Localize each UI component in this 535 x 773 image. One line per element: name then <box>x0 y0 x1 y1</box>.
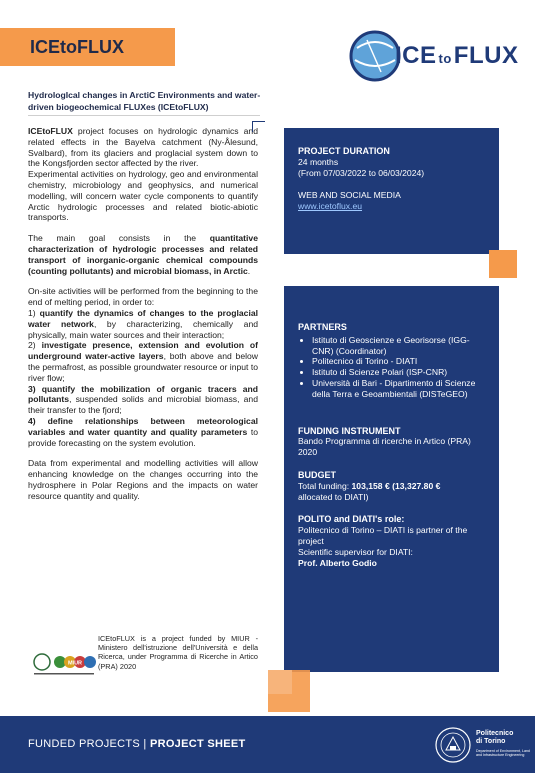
miur-logo <box>32 648 97 678</box>
budget-value: Total funding: 103,158 € (13,327.80 € allocated to DIATI) <box>298 480 441 502</box>
duration-heading: PROJECT DURATION <box>298 146 390 156</box>
project-title-tag: ICEtoFLUX <box>0 28 175 66</box>
website-link[interactable]: www.icetoflux.eu <box>298 201 363 212</box>
funding-note: ICEtoFLUX is a project funded by MIUR - Ministero dell'istruzione dell'Università e della Ricerca, under Programma di Ricerche in Artico (PRA) 2020 <box>98 634 258 671</box>
partner-item: • Università di Bari - Dipartimento di Scienze della Terra e Geoambientali (DISTeGEO) <box>312 378 485 400</box>
activities-paragraph: On-site activities will be performed from the beginning to the end of melting period, in order to: 1) quantify the dynamics of changes to the proglacial water network, by characterizing, chemically and physically, main water sources and their interaction; 2) investigate presence, extension and evolution of underground water-active layers, both above and below the permafrost, as possible groundwater resource or input to river flow; 3) quantify the mobilization of organic tracers and pollutants, suspended solids and microbial biomass, and their transfer to the fjord; 4) define relationships between meteorological variables and water quantity and quality parameters to provide forecasting on the system evolution. <box>28 286 259 448</box>
goal-paragraph: The main goal consists in the quantitative characterization of hydrologic processes and related transport of inorganic-organic chemical compounds (counting pollutants) and microbial biomass, in Arctic. <box>28 233 258 276</box>
supervisor-label: Scientific supervisor for DIATI: <box>298 546 413 557</box>
duration-dates: (From 07/03/2022 to 06/03/2024) <box>298 167 425 178</box>
budget-heading: BUDGET <box>298 469 336 480</box>
closing-paragraph: Data from experimental and modelling activities will allow enhancing knowledge on the changes occurring into the hydrosphere in Polar Regions and the impacts on water resource quantity and quality. <box>28 458 258 501</box>
polito-department: Department of Environment, Land and Infrastructure Engineering <box>476 749 530 758</box>
partners-list <box>298 335 485 400</box>
decorative-corner <box>252 121 265 132</box>
decorative-square <box>489 250 517 278</box>
logo-text: ICE toFLUX <box>395 42 519 69</box>
duration-panel <box>284 128 499 254</box>
role-value: Politecnico di Torino – DIATI is partner of the project <box>298 525 468 546</box>
intro-paragraph: ICEtoFLUX project focuses on hydrologic dynamics and related effects in the Bayelva catchment (Ny-Ålesund, Svalbard), from its glaciers and proglacial system down to the Kongsfjorden sector affected by the river. Experimental activities on hydrology, geo and environmental chemistry, microbiology and geophysics, and numerical modelling, will concern water cycle components to quantify Arctic hydrologic processes and related biotic-abiotic transports. <box>28 126 258 223</box>
supervisor-name: Prof. Alberto Godio <box>298 557 377 568</box>
partner-item: • Istituto di Geoscienze e Georisorse (IGG-CNR) (Coordinator) <box>312 335 485 357</box>
role-heading: POLITO and DIATI's role: <box>298 514 405 525</box>
svg-text:MIUR: MIUR <box>67 660 83 667</box>
funding-value: Bando Programma di ricerche in Artico (PRA) 2020 <box>298 436 471 458</box>
decorative-square <box>268 670 292 694</box>
footer-label: FUNDED PROJECTS | PROJECT SHEET <box>28 738 246 750</box>
funding-heading: FUNDING INSTRUMENT <box>298 425 401 436</box>
partners-heading: PARTNERS <box>298 322 347 332</box>
web-heading: WEB AND SOCIAL MEDIA <box>298 190 401 201</box>
polito-name: Politecnico di Torino <box>476 730 514 745</box>
partner-item: • Istituto di Scienze Polari (ISP-CNR) <box>312 367 485 378</box>
partners-panel <box>284 286 499 672</box>
subtitle-divider <box>28 115 260 116</box>
project-description <box>28 126 258 512</box>
partner-item: • Politecnico di Torino - DIATI <box>312 356 485 367</box>
project-subtitle: HydrologIcal changes in ArctiC Environments and water-driven biogeochemical FLUXes (ICEtoFLUX) <box>28 90 261 112</box>
polito-seal-icon <box>434 726 472 764</box>
duration-value: 24 months <box>298 156 339 167</box>
